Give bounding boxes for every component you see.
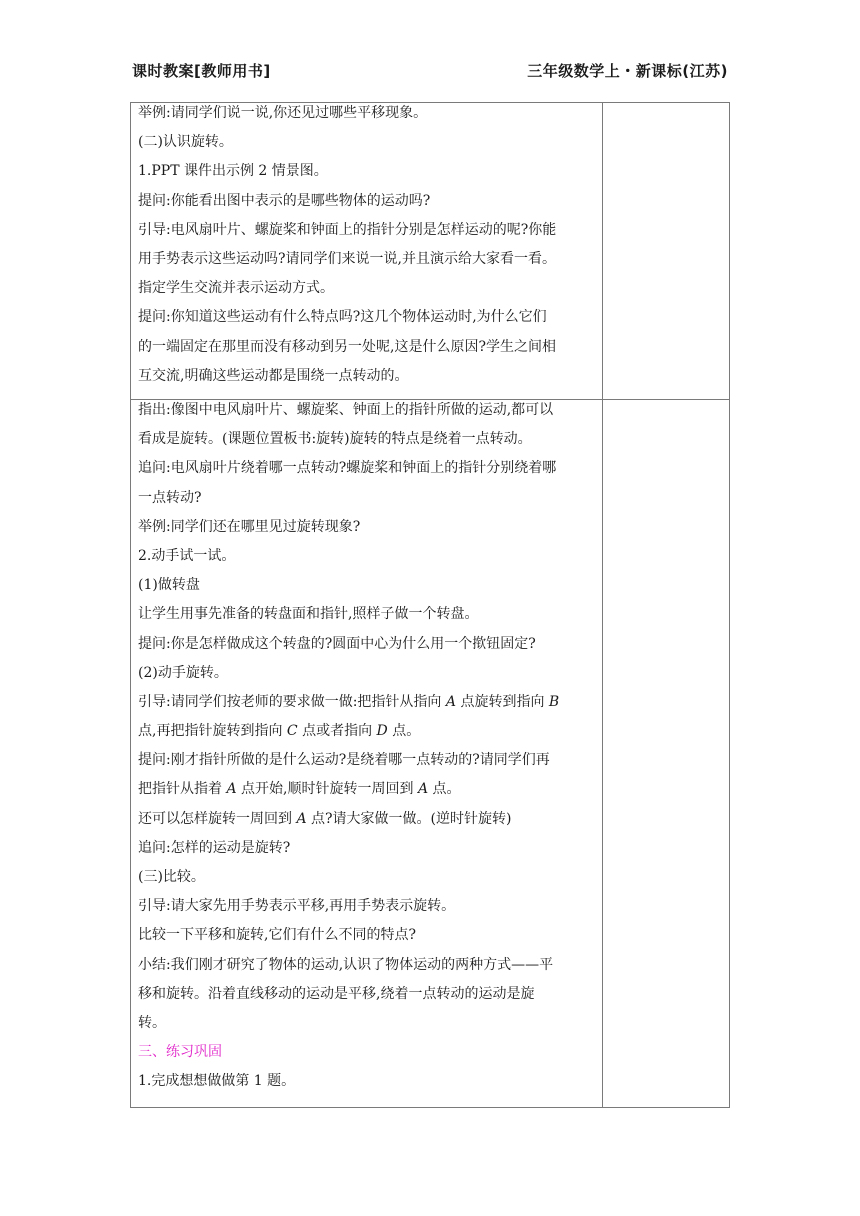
- text-line: (1)做转盘: [138, 577, 200, 594]
- text-segment: 点,再把指针旋转到指向: [138, 723, 287, 740]
- table-row-1: [138, 99, 598, 391]
- text-line: 一点转动?: [138, 489, 202, 506]
- text-line: 转。: [138, 1014, 166, 1031]
- header-right-title: 三年级数学上・新课标(江苏): [527, 62, 728, 80]
- text-line: [138, 717, 598, 746]
- text-line: 比较一下平移和旋转,它们有什么不同的特点?: [138, 927, 416, 944]
- text-line: 看成是旋转。(课题位置板书:旋转)旋转的特点是绕着一点转动。: [138, 431, 532, 448]
- point-label: A: [226, 781, 237, 798]
- text-line: 提问:你是怎样做成这个转盘的?圆面中心为什么用一个揿钮固定?: [138, 635, 536, 652]
- text-line: 用手势表示这些运动吗?请同学们来说一说,并且演示给大家看一看。: [138, 250, 556, 267]
- text-line: (三)比较。: [138, 869, 205, 885]
- text-segment: 点旋转到指向: [456, 693, 549, 710]
- text-line: 追问:电风扇叶片绕着哪一点转动?螺旋桨和钟面上的指针分别绕着哪: [138, 460, 557, 477]
- text-line: [138, 805, 598, 834]
- text-line: (2)动手旋转。: [138, 664, 228, 681]
- text-segment: 点。: [387, 723, 421, 740]
- text-line: (二)认识旋转。: [138, 134, 233, 151]
- text-segment: 点开始,顺时针旋转一周回到: [236, 781, 418, 798]
- column-divider: [602, 102, 603, 1108]
- text-line: 互交流,明确这些运动都是围绕一点转动的。: [138, 367, 409, 384]
- text-line: 移和旋转。沿着直线移动的运动是平移,绕着一点转动的运动是旋: [138, 985, 535, 1002]
- text-segment: 把指针从指着: [138, 781, 227, 798]
- text-line: 举例:同学们还在哪里见过旋转现象?: [138, 518, 361, 535]
- text-line: 小结:我们刚才研究了物体的运动,认识了物体运动的两种方式——平: [138, 956, 554, 973]
- text-line: 追问:怎样的运动是旋转?: [138, 839, 291, 856]
- point-label: A: [445, 693, 457, 710]
- text-line: [138, 688, 598, 717]
- text-line: 2.动手试一试。: [138, 547, 236, 564]
- text-segment: 点。: [428, 781, 461, 798]
- text-line: 提问:刚才指针所做的是什么运动?是绕着哪一点转动的?请同学们再: [138, 752, 550, 769]
- header-left-title: 课时教案[教师用书]: [132, 62, 271, 80]
- point-label: B: [548, 693, 560, 710]
- point-label: A: [417, 781, 429, 798]
- text-segment: 点?请大家做一做。(逆时针旋转): [306, 810, 512, 827]
- text-segment: 引导:请同学们按老师的要求做一做:把指针从指向: [138, 693, 446, 710]
- text-line: 指定学生交流并表示运动方式。: [138, 280, 334, 297]
- text-segment: 还可以怎样旋转一周回到: [138, 810, 297, 827]
- text-line: 提问:你能看出图中表示的是哪些物体的运动吗?: [138, 192, 431, 209]
- text-line: 指出:像图中电风扇叶片、螺旋桨、钟面上的指针所做的运动,都可以: [138, 402, 554, 418]
- text-line: 提问:你知道这些运动有什么特点吗?这几个物体运动时,为什么它们: [138, 309, 547, 326]
- point-label: D: [376, 723, 388, 740]
- point-label: A: [296, 810, 307, 827]
- table-row-2: [138, 396, 598, 1097]
- section-heading: 三、练习巩固: [138, 1044, 222, 1061]
- text-line: 举例:请同学们说一说,你还见过哪些平移现象。: [138, 105, 428, 121]
- text-segment: 点或者指向: [297, 723, 377, 740]
- text-line: 让学生用事先准备的转盘面和指针,照样子做一个转盘。: [138, 606, 479, 623]
- text-line: 的一端固定在那里而没有移动到另一处呢,这是什么原因?学生之间相: [138, 338, 556, 355]
- text-line: 1.PPT 课件出示例 2 情景图。: [138, 163, 328, 180]
- text-line: 引导:请大家先用手势表示平移,再用手势表示旋转。: [138, 898, 456, 915]
- text-line: 1.完成想想做做第 1 题。: [138, 1073, 296, 1090]
- text-line: [138, 775, 598, 804]
- text-line: 引导:电风扇叶片、螺旋桨和钟面上的指针分别是怎样运动的呢?你能: [138, 221, 557, 238]
- point-label: C: [286, 723, 298, 740]
